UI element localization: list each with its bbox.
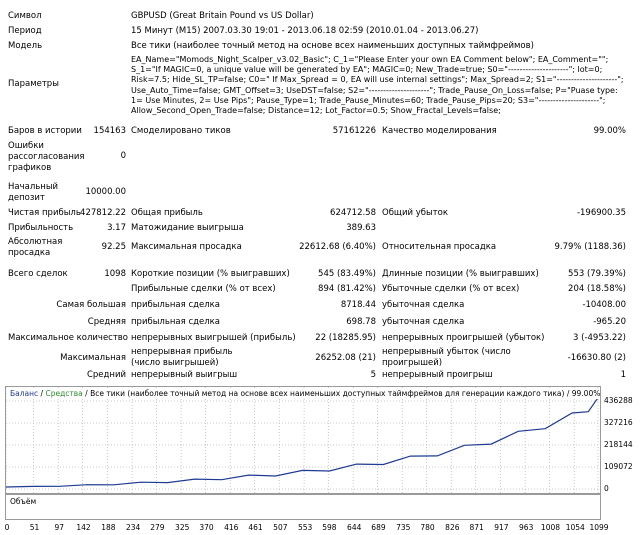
total-trades-value: 1098 bbox=[104, 269, 126, 279]
x-tick-label: 553 bbox=[297, 523, 313, 532]
x-tick-label: 370 bbox=[199, 523, 214, 532]
cons-profit-value: 26252.08 (21) bbox=[315, 353, 376, 363]
gross-loss-value: -196900.35 bbox=[576, 208, 626, 218]
x-tick-label: 598 bbox=[322, 523, 337, 532]
x-tick-label: 735 bbox=[396, 523, 411, 532]
max-drawdown-value: 22612.68 (6.40%) bbox=[299, 242, 376, 252]
x-tick-label: 461 bbox=[248, 523, 263, 532]
avg-cons-losses-label: непрерывный проигрыш bbox=[382, 370, 493, 380]
x-tick-label: 917 bbox=[494, 523, 509, 532]
model-label: Модель bbox=[8, 41, 43, 51]
long-positions-value: 553 (79.39%) bbox=[568, 269, 626, 279]
x-tick-label: 871 bbox=[469, 523, 484, 532]
x-tick-label: 826 bbox=[445, 523, 460, 532]
largest-profit-label: прибыльная сделка bbox=[131, 300, 221, 310]
parameters-label: Параметры bbox=[8, 79, 59, 89]
chart-title-rest: / Все тики (наиболее точный метод на основе всех наименьших доступных таймфреймов для генерации каждого тика) / 99.00% bbox=[82, 389, 601, 398]
profit-trades-value: 894 (81.42%) bbox=[318, 284, 376, 294]
x-tick-label: 689 bbox=[371, 523, 386, 532]
ticks-label: Смоделировано тиков bbox=[131, 126, 231, 136]
chart-title-balance: Баланс bbox=[10, 389, 39, 398]
max-count-row-label: Максимальное количество bbox=[8, 333, 129, 343]
loss-trades-value: 204 (18.58%) bbox=[568, 284, 626, 294]
rel-drawdown-label: Относительная просадка bbox=[382, 242, 497, 252]
cons-loss-value: -16630.80 (2) bbox=[567, 353, 626, 363]
largest-row-label: Самая большая bbox=[56, 300, 126, 310]
quality-label: Качество моделирования bbox=[382, 126, 497, 136]
short-positions-value: 545 (83.49%) bbox=[318, 269, 376, 279]
x-tick-label: 51 bbox=[29, 523, 40, 532]
symbol-label: Символ bbox=[8, 11, 42, 21]
errors-value: 0 bbox=[120, 151, 126, 161]
rel-drawdown-value: 9.79% (1188.36) bbox=[554, 242, 626, 252]
avg-loss-label: убыточная сделка bbox=[382, 317, 465, 327]
profit-trades-label: Прибыльные сделки (% от всех) bbox=[131, 284, 276, 294]
abs-drawdown-label: Абсолютная просадка bbox=[8, 237, 63, 258]
largest-loss-value: -10408.00 bbox=[582, 300, 626, 310]
gross-loss-label: Общий убыток bbox=[382, 208, 448, 218]
expected-payoff-label: Матожидание выигрыша bbox=[131, 223, 244, 233]
loss-trades-label: Убыточные сделки (% от всех) bbox=[382, 284, 520, 294]
abs-drawdown-value: 92.25 bbox=[101, 242, 126, 252]
profit-factor-label: Прибыльность bbox=[8, 223, 74, 233]
gross-profit-value: 624712.58 bbox=[330, 208, 376, 218]
long-positions-label: Длинные позиции (% выигравших) bbox=[382, 269, 539, 279]
symbol-value: GBPUSD (Great Britain Pound vs US Dollar) bbox=[131, 11, 314, 21]
avg-profit-label: прибыльная сделка bbox=[131, 317, 221, 327]
y-tick-label: 327216 bbox=[604, 418, 633, 427]
avg-cons-wins-label: непрерывный выигрыш bbox=[131, 370, 238, 380]
cons-wins-label: непрерывных выигрышей (прибыль) bbox=[131, 333, 296, 343]
net-profit-label: Чистая прибыль bbox=[8, 208, 81, 218]
balance-chart bbox=[5, 386, 601, 494]
avg-row-label: Средний bbox=[86, 370, 126, 380]
ticks-value: 57161226 bbox=[332, 126, 376, 136]
expected-payoff-value: 389.63 bbox=[346, 223, 376, 233]
avg-cons-wins-value: 5 bbox=[370, 370, 376, 380]
total-trades-label: Всего сделок bbox=[8, 269, 68, 279]
model-value: Все тики (наиболее точный метод на основе всех наименьших доступных таймфреймов) bbox=[131, 41, 534, 51]
x-tick-label: 325 bbox=[175, 523, 190, 532]
cons-loss-label: непрерывный убыток (число проигрышей) bbox=[382, 347, 511, 368]
avg-cons-losses-value: 1 bbox=[620, 370, 626, 380]
x-tick-label: 963 bbox=[519, 523, 534, 532]
average-row-label: Средняя bbox=[87, 317, 126, 327]
x-tick-label: 416 bbox=[224, 523, 239, 532]
profit-factor-value: 3.17 bbox=[107, 223, 126, 233]
bars-value: 154163 bbox=[93, 126, 126, 136]
y-tick-label: 109072 bbox=[604, 462, 633, 471]
x-tick-label: 0 bbox=[4, 523, 10, 532]
quality-value: 99.00% bbox=[593, 126, 626, 136]
avg-profit-value: 698.78 bbox=[346, 317, 376, 327]
x-tick-label: 234 bbox=[125, 523, 141, 532]
volume-label: Объём bbox=[10, 497, 37, 506]
largest-profit-value: 8718.44 bbox=[340, 300, 376, 310]
gross-profit-label: Общая прибыль bbox=[131, 208, 203, 218]
y-tick-label: 218144 bbox=[604, 440, 633, 449]
deposit-value: 10000.00 bbox=[85, 187, 126, 197]
x-tick-label: 142 bbox=[76, 523, 91, 532]
chart-title bbox=[10, 389, 600, 399]
bars-label: Баров в истории bbox=[8, 126, 82, 136]
period-label: Период bbox=[8, 26, 42, 36]
x-tick-label: 1099 bbox=[589, 523, 609, 532]
balance-chart-svg bbox=[6, 387, 600, 493]
cons-losses-value: 3 (-4953.22) bbox=[573, 333, 626, 343]
x-axis bbox=[5, 519, 635, 533]
volume-panel bbox=[5, 494, 601, 520]
x-tick-label: 279 bbox=[150, 523, 165, 532]
short-positions-label: Короткие позиции (% выигравших) bbox=[131, 269, 290, 279]
largest-loss-label: убыточная сделка bbox=[382, 300, 465, 310]
deposit-label: Начальный депозит bbox=[8, 182, 59, 203]
avg-loss-value: -965.20 bbox=[593, 317, 626, 327]
x-tick-label: 97 bbox=[54, 523, 65, 532]
period-value: 15 Минут (M15) 2007.03.30 19:01 - 2013.06.18 02:59 (2010.01.04 - 2013.06.27) bbox=[131, 26, 479, 36]
y-tick-label: 0 bbox=[604, 484, 609, 493]
x-tick-label: 1008 bbox=[540, 523, 561, 532]
x-tick-label: 507 bbox=[273, 523, 288, 532]
x-tick-label: 188 bbox=[101, 523, 116, 532]
max-drawdown-label: Максимальная просадка bbox=[131, 242, 242, 252]
chart-title-sep: / bbox=[38, 389, 46, 398]
cons-losses-label: непрерывных проигрышей (убыток) bbox=[382, 333, 545, 343]
x-tick-label: 644 bbox=[347, 523, 362, 532]
cons-profit-label: непрерывная прибыль (число выигрышей) bbox=[131, 347, 233, 368]
net-profit-value: 427812.22 bbox=[80, 208, 126, 218]
chart-title-equity: Средства bbox=[45, 389, 83, 398]
balance-series-line bbox=[6, 398, 598, 487]
x-tick-label: 1054 bbox=[565, 523, 585, 532]
errors-label: Ошибки рассогласования графиков bbox=[8, 141, 85, 173]
x-tick-label: 780 bbox=[420, 523, 435, 532]
maximal-row-label: Максимальная bbox=[60, 353, 126, 363]
cons-wins-value: 22 (18285.95) bbox=[315, 333, 376, 343]
parameters-value: EA_Name="Momods_Night_Scalper_v3.02_Basic"; C_1="Please Enter your own EA Comment below"; EA_Comment=""; S_1="If MAGIC=0, a unique value will be generated by EA"; MAGIC=0; New_Trade=true; S0="---------------------"; lot=0; Risk=7.5; Hide_SL_TP=false; C0=" If Max_Spread = 0, EA will use internal settings"; Max_Spread=2; S1="---------------------"; Use_Auto_Time=false; GMT_Offset=3; UseDST=false; S2="---------------------"; Trade_Pause_On_Loss=false; P="Puase type: 1= Use Minutes, 2= Use Pips"; Pause_Type=1; Trade_Pause_Minutes=60; Trade_Pause_Pips=20; S3="---------------------"; Allow_Second_Open_Trade=false; Distance=12; Lot_Factor=0.5; Show_Fractal_Levels=false; bbox=[131, 55, 624, 116]
y-tick-label: 436288 bbox=[604, 396, 633, 405]
